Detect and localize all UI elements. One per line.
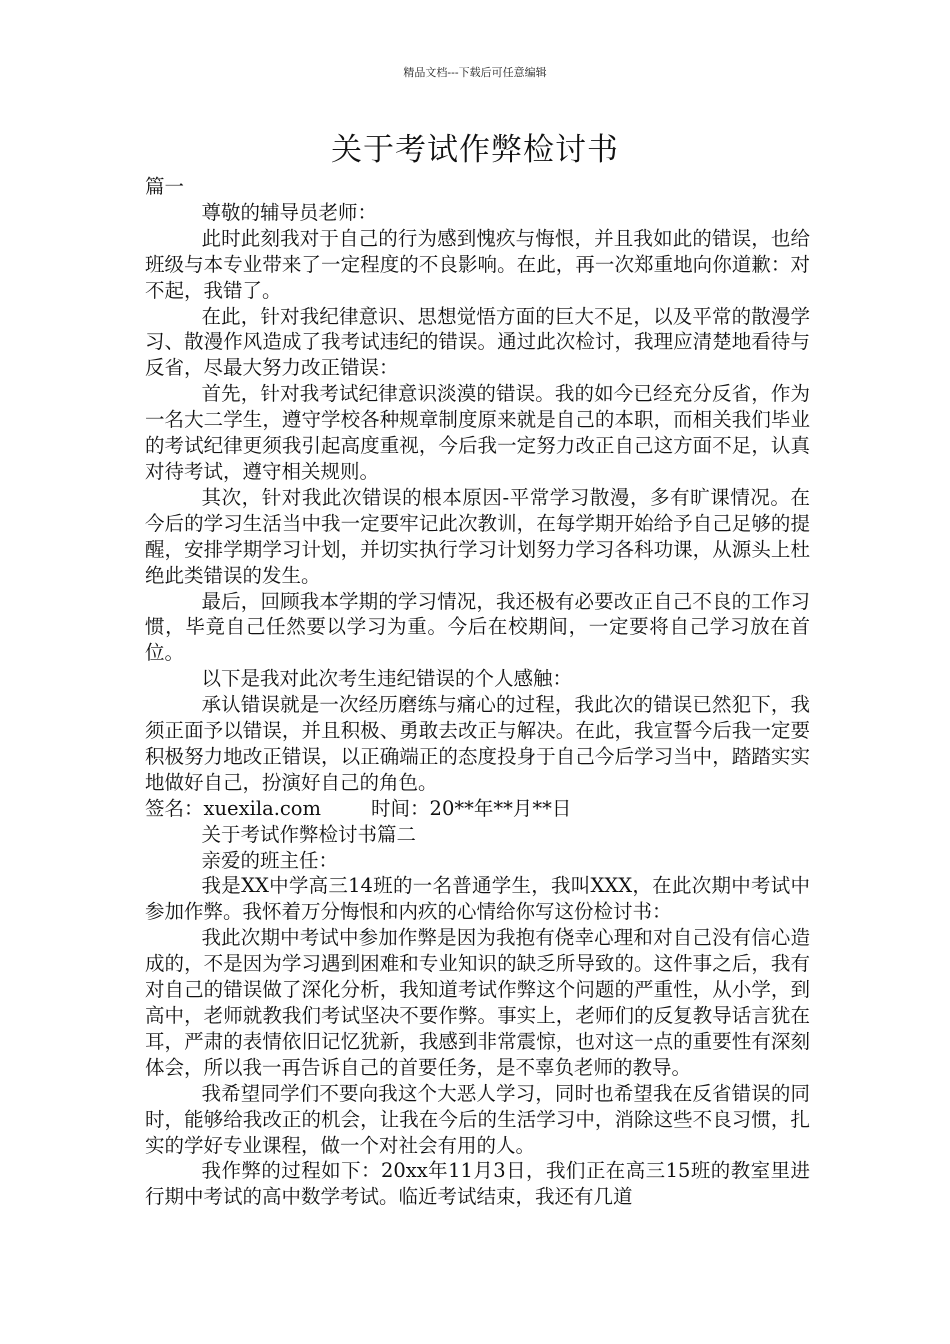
signature-line xyxy=(145,796,810,822)
header-note: 精品文档---下载后可任意编辑 xyxy=(403,66,547,79)
paragraph: 在此，针对我纪律意识、思想觉悟方面的巨大不足，以及平常的散漫学习、散漫作风造成了我考试违纪的错误。通过此次检讨，我理应清楚地看待与反省，尽最大努力改正错误： xyxy=(145,304,810,380)
section-heading-2: 关于考试作弊检讨书篇二 xyxy=(201,822,417,846)
paragraph: 承认错误就是一次经历磨练与痛心的过程，我此次的错误已然犯下，我须正面予以错误，并且积极、勇敢去改正与解决。在此，我宣誓今后我一定要积极努力地改正错误，以正确端正的态度投身于自己今后学习当中，踏踏实实地做好自己，扮演好自己的角色。 xyxy=(145,693,810,794)
salutation-1: 尊敬的辅导员老师： xyxy=(201,200,378,224)
paragraph: 我此次期中考试中参加作弊是因为我抱有侥幸心理和对自己没有信心造成的，不是因为学习遇到困难和专业知识的缺乏所导致的。这件事之后，我有对自己的错误做了深化分析，我知道考试作弊这个问题的严重性，从小学，到高中，老师就教我们考试坚决不要作弊。事实上，老师们的反复教导话言犹在耳，严肃的表情依旧记忆犹新，我感到非常震惊，也对这一点的重要性有深刻体会，所以我一再告诉自己的首要任务，是不辜负老师的教导。 xyxy=(145,926,810,1079)
paragraph: 其次，针对我此次错误的根本原因-平常学习散漫，多有旷课情况。在今后的学习生活当中我一定要牢记此次教训，在每学期开始给予自己足够的提醒，安排学期学习计划，并切实执行学习计划努力学习各科功课，从源头上杜绝此类错误的发生。 xyxy=(145,485,810,587)
paragraph: 首先，针对我考试纪律意识淡漠的错误。我的如今已经充分反省，作为一名大二学生，遵守学校各种规章制度原来就是自己的本职，而相关我们毕业的考试纪律更须我引起高度重视，今后我一定努力改正自己这方面不足，认真对待考试，遵守相关规则。 xyxy=(145,382,810,483)
signature-label: 签名：xuexila.com xyxy=(145,796,322,820)
paragraph: 我希望同学们不要向我这个大恶人学习，同时也希望我在反省错误的同时，能够给我改正的机会，让我在今后的生活学习中，消除这些不良习惯，扎实的学好专业课程，做一个对社会有用的人。 xyxy=(145,1081,810,1157)
document-title: 关于考试作弊检讨书 xyxy=(331,132,619,168)
salutation-2: 亲爱的班主任： xyxy=(201,848,339,872)
document-body xyxy=(145,174,810,1210)
paragraph: 我是XX中学高三14班的一名普通学生，我叫XXX，在此次期中考试中参加作弊。我怀着万分悔恨和内疚的心情给你写这份检讨书： xyxy=(145,874,810,924)
paragraph: 我作弊的过程如下：20xx年11月3日，我们正在高三15班的教室里进行期中考试的高中数学考试。临近考试结束，我还有几道 xyxy=(145,1159,810,1209)
paragraph: 最后，回顾我本学期的学习情况，我还极有必要改正自己不良的工作习惯，毕竟自己任然要以学习为重。今后在校期间，一定要将自己学习放在首位。 xyxy=(145,589,810,665)
time-label: 时间：20**年**月**日 xyxy=(371,796,572,820)
section-label: 篇一 xyxy=(145,175,185,198)
paragraph: 以下是我对此次考生违纪错误的个人感触： xyxy=(201,667,573,691)
paragraph: 此时此刻我对于自己的行为感到愧疚与悔恨，并且我如此的错误，也给班级与本专业带来了一定程度的不良影响。在此，再一次郑重地向你道歉：对不起，我错了。 xyxy=(145,226,810,302)
